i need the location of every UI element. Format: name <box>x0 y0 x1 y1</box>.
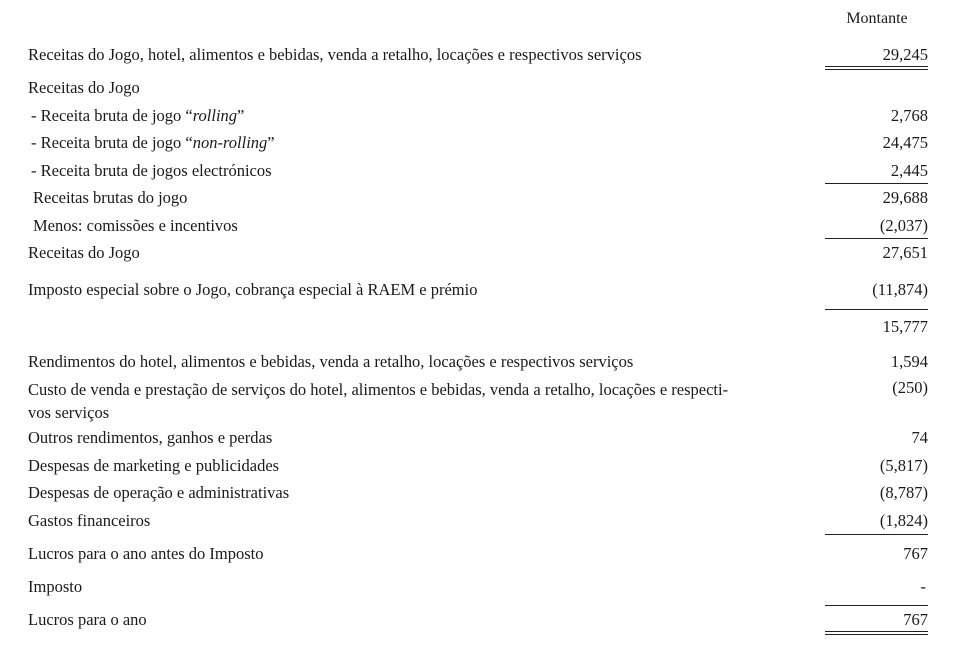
subtotal-rule <box>825 309 928 310</box>
table-row <box>0 352 957 376</box>
row-value: 74 <box>911 428 928 447</box>
table-row <box>0 45 957 69</box>
row-value: (250) <box>892 378 928 397</box>
table-row <box>0 456 957 480</box>
row-label: Receitas brutas do jogo <box>33 188 188 207</box>
table-row <box>0 161 957 185</box>
table-row <box>0 188 957 212</box>
row-label: Despesas de operação e administrativas <box>28 483 290 502</box>
row-label: Imposto especial sobre o Jogo, cobrança especial à RAEM e prémio <box>28 280 478 299</box>
subtotal-rule <box>825 534 928 535</box>
table-row <box>0 243 957 267</box>
row-label: Receitas do Jogo, hotel, alimentos e bebidas, venda a retalho, locações e respectivos serviços <box>28 45 642 64</box>
table-row <box>0 216 957 240</box>
row-value: 27,651 <box>882 243 928 262</box>
row-value: 2,768 <box>890 106 928 125</box>
row-label: Custo de venda e prestação de serviços do hotel, alimentos e bebidas, venda a retalho, locações e respecti- vos serviços <box>28 380 729 422</box>
row-label: Despesas de marketing e publicidades <box>28 456 280 475</box>
row-value: 29,245 <box>882 45 928 64</box>
table-row <box>0 378 957 426</box>
table-row <box>0 544 957 568</box>
column-header-montante: Montante <box>846 10 908 27</box>
total-double-rule <box>825 634 928 635</box>
row-value: (8,787) <box>879 483 928 502</box>
row-label: Outros rendimentos, ganhos e perdas <box>28 428 273 447</box>
row-value: 15,777 <box>882 317 928 336</box>
table-row <box>0 483 957 507</box>
underline-rule <box>825 69 928 70</box>
row-value: (2,037) <box>879 216 928 235</box>
row-label: Rendimentos do hotel, alimentos e bebidas, venda a retalho, locações e respectivos serviços <box>28 352 634 371</box>
table-row <box>0 511 957 535</box>
total-rule <box>825 605 928 606</box>
subtotal-rule <box>825 183 928 184</box>
row-value: (5,817) <box>879 456 928 475</box>
row-label: Gastos financeiros <box>28 511 151 530</box>
row-value: 29,688 <box>882 188 928 207</box>
table-row <box>0 428 957 452</box>
row-label: Menos: comissões e incentivos <box>33 216 238 235</box>
subtotal-rule <box>825 238 928 239</box>
total-double-rule <box>825 631 928 632</box>
row-label: Lucros para o ano <box>28 610 147 629</box>
row-label: Lucros para o ano antes do Imposto <box>28 544 264 563</box>
table-row <box>0 317 957 341</box>
row-label: Receitas do Jogo <box>28 78 140 97</box>
row-value: 2,445 <box>890 161 928 180</box>
row-value: 767 <box>903 544 928 563</box>
table-row <box>0 106 957 130</box>
table-row <box>0 610 957 634</box>
row-value: - <box>920 577 926 596</box>
row-value: 767 <box>903 610 928 629</box>
table-row <box>0 280 957 304</box>
row-label: - Receita bruta de jogos electrónicos <box>31 161 272 180</box>
table-row <box>0 133 957 157</box>
row-value: 24,475 <box>882 133 928 152</box>
underline-rule <box>825 66 928 67</box>
row-value: (1,824) <box>879 511 928 530</box>
table-row <box>0 78 957 102</box>
row-value: 1,594 <box>890 352 928 371</box>
table-row <box>0 577 957 601</box>
row-label: Imposto <box>28 577 83 596</box>
row-label: - Receita bruta de jogo “non-rolling” <box>31 133 275 152</box>
row-value: (11,874) <box>872 280 928 299</box>
row-label: - Receita bruta de jogo “rolling” <box>31 106 245 125</box>
row-label: Receitas do Jogo <box>28 243 140 262</box>
